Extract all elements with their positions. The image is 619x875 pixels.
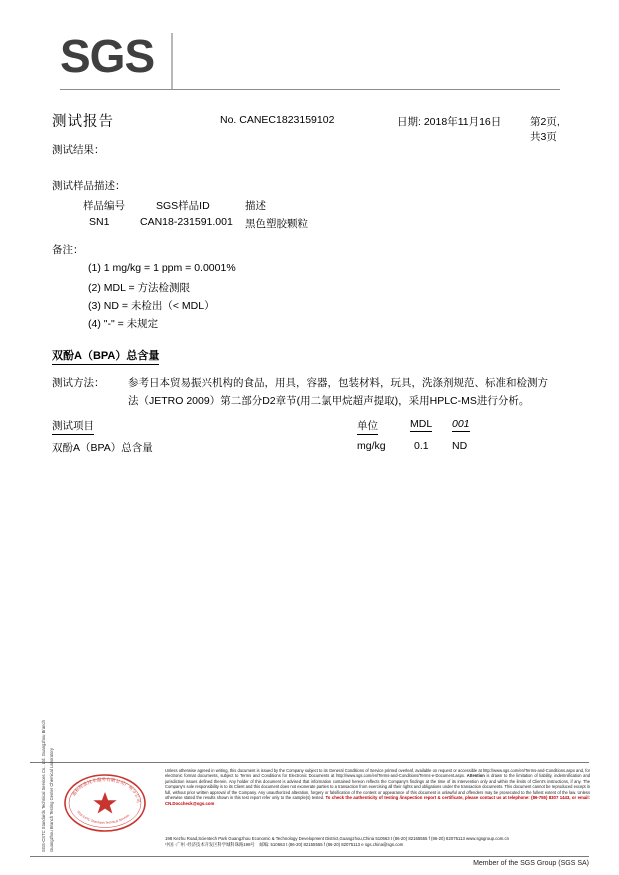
remark-item: (4) "-" = 未规定 — [88, 318, 159, 330]
bpa-section-heading: 双酚A（BPA）总含量 — [52, 347, 159, 365]
results-header-item: 测试项目 — [52, 418, 94, 435]
header-rule — [60, 89, 560, 90]
remark-item: (2) MDL = 方法检测限 — [88, 282, 190, 294]
results-label: 测试结果： — [52, 144, 105, 156]
lab-name-vertical-en: SGS-CSTC Standards Technical Services Co., Ltd. Guangzhou Branch — [41, 720, 46, 852]
method-label: 测试方法： — [52, 377, 105, 389]
svg-text:通标标准技术服务有限公司广州分公司: 通标标准技术服务有限公司广州分公司 — [70, 776, 142, 804]
footer-attention-label: Attention — [466, 773, 485, 779]
footer-bottom-rule — [30, 856, 589, 857]
footer-address-en: 198 Kezhu Road,Scientech Park Guangzhou Economic & Technology Development District,Guangzhou,China 510663 t (86-20) 82155555 f (86-20) 82075113 www.sgsgroup.com.cn — [165, 836, 510, 841]
title-row — [52, 110, 564, 143]
page-indicator: 第2页,共3页 — [530, 116, 560, 143]
member-line: Member of the SGS Group (SGS SA) — [473, 860, 589, 867]
method-text-line2: 法（JETRO 2009）第二部分D2章节(用二氯甲烷超声提取)，采用HPLC-MS进行分析。 — [128, 395, 530, 407]
footer-address — [165, 836, 590, 848]
remark-item: (3) ND = 未检出（< MDL） — [88, 300, 215, 312]
footer-address-cn: 中国 ·广州 ·经济技术开发区科学城科珠路198号 — [165, 842, 255, 847]
results-row-mdl: 0.1 — [414, 440, 429, 452]
sample-table-header-id: SGS样品ID — [156, 200, 210, 212]
results-header-mdl: MDL — [410, 418, 433, 430]
page-title: 测试报告 — [52, 114, 114, 130]
sample-table-header-desc: 描述 — [245, 200, 266, 212]
method-text-line1: 参考日本贸易振兴机构的食品，用具，容器，包装材料，玩具，洗涤剂规范、标准和检测方 — [128, 377, 548, 389]
footer-attention-text: is drawn to the limitation of liability, indemnification and jurisdiction issues defined therein. Any holder of this document is advised that information contained hereon reflects the Company's findings at the time of its intervention only and within the limits of Client's instructions, if any. The Company's sole responsibility is to its Client and this document does not exonerate parties to a transaction from exercising all their rights and obligations under the transaction documents. This document cannot be reproduced except in full, without prior written approval of the Company. Any unauthorized alteration, forgery or falsification of the content or appearance of this document is unlawful and offenders may be prosecuted to the fullest extent of the law. Unless otherwise stated the results shown in this test report refer only to the sample(s) tested. — [165, 773, 591, 801]
sample-table-header-no: 样品编号 — [83, 200, 125, 212]
footer-address-cn-tail: 邮编: 510663 t (86-20) 82155555 f (86-20) 82075113 e sgs.china@sgs.com — [259, 842, 404, 847]
results-header-unit: 单位 — [357, 418, 378, 435]
sgs-logo — [60, 30, 180, 88]
lab-name-vertical-en-2: Guangzhou Branch Testing Center Chemical Laboratory — [49, 748, 54, 852]
footer-verify-notice: To check the authenticity of testing /inspection report & certificate, please contact us at telephone: (86-755) 8307 1443, or email: CN.Doccheck@sgs.com — [165, 795, 590, 806]
remarks-label: 备注： — [52, 244, 84, 256]
sample-description-label: 测试样品描述： — [52, 180, 126, 192]
results-row-unit: mg/kg — [357, 440, 386, 452]
results-row-item: 双酚A（BPA）总含量 — [52, 442, 153, 454]
footer-disclaimer-text: Unless otherwise agreed in writing, this document is issued by the Company subject to its General Conditions of Service printed overleaf, available on request or accessible at http://www.sgs.com/en/Terms-and-Conditions.aspx and, for electronic format documents, subject to Terms and Conditions for Electronic Documents at http://www.sgs.com/en/Terms-and-Conditions/Terms-e-Document.aspx. — [165, 768, 590, 779]
results-header-sample-id: 001 — [452, 418, 470, 430]
footer-rule — [30, 762, 589, 763]
results-row-value: ND — [452, 440, 468, 452]
remark-item: (1) 1 mg/kg = 1 ppm = 0.0001% — [88, 262, 236, 274]
company-seal — [62, 772, 148, 834]
logo-divider — [171, 33, 173, 89]
report-date: 日期: 2018年11月16日 — [397, 116, 502, 128]
sample-row-desc: 黑色塑胶颗粒 — [245, 218, 308, 230]
footer-disclaimer — [165, 768, 590, 806]
sample-row-no: SN1 — [89, 216, 110, 228]
sample-row-id: CAN18-231591.001 — [140, 216, 233, 228]
report-number: No. CANEC1823159102 — [220, 114, 335, 126]
sgs-logo-text: SGS — [60, 30, 155, 82]
svg-text:SGS-CSTC Standards Technical S: SGS-CSTC Standards Technical Services — [76, 809, 131, 825]
